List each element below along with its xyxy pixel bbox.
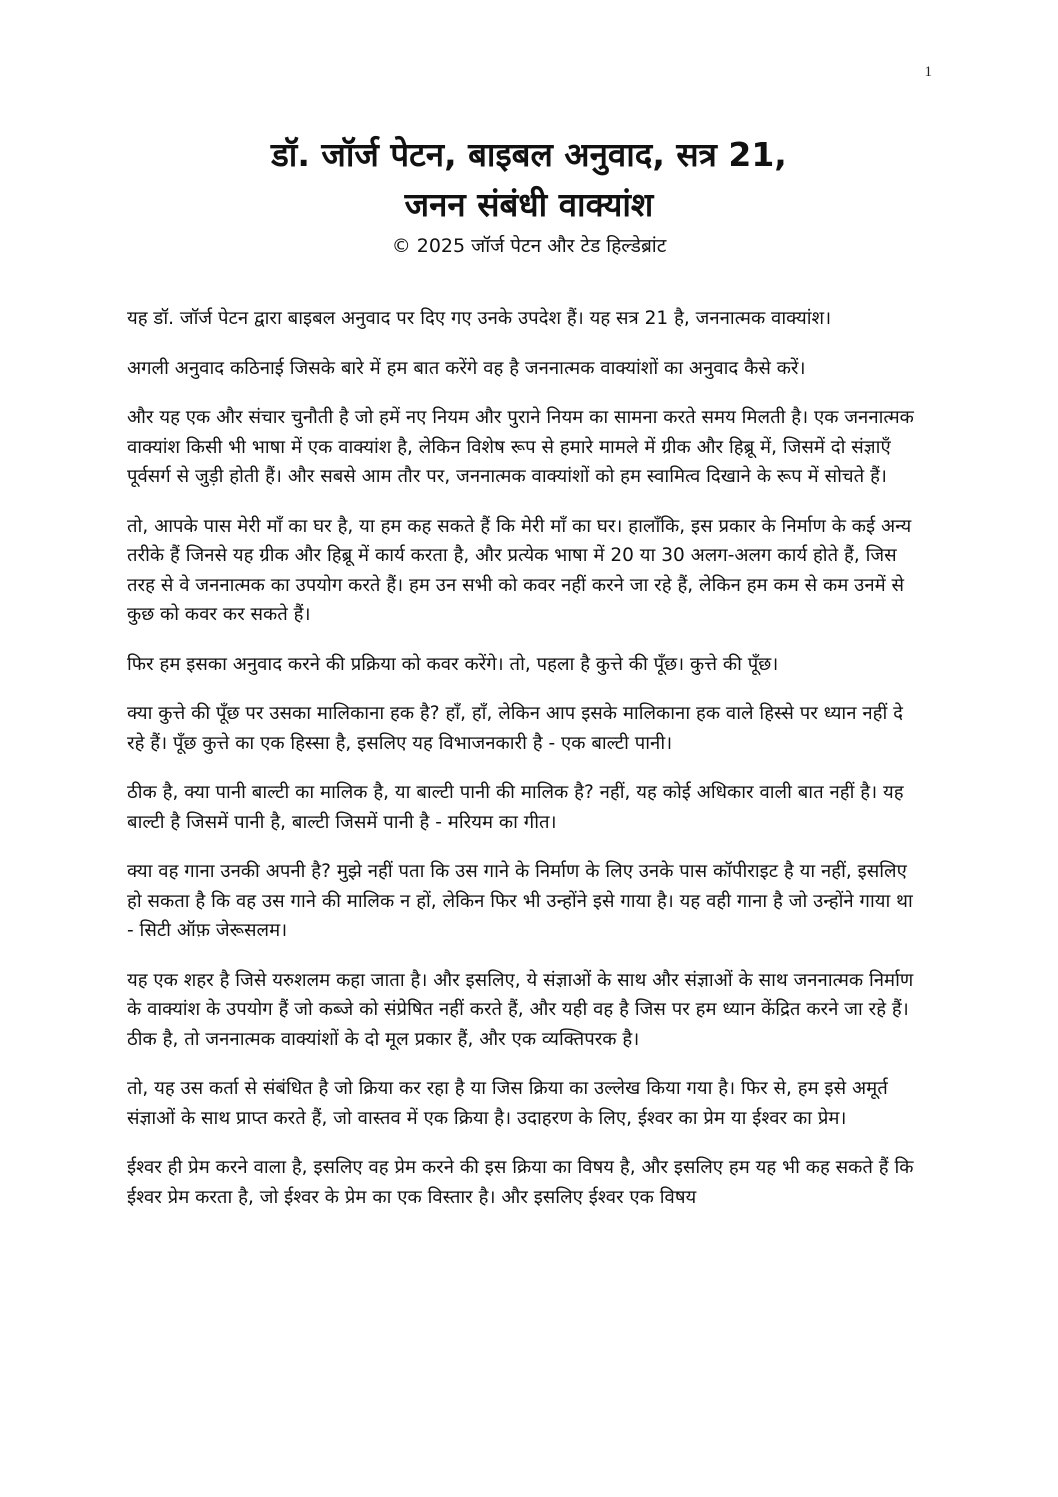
copyright-notice: © 2025 जॉर्ज पेटन और टेड हिल्डेब्रांट — [391, 235, 667, 257]
document-header — [0, 130, 1058, 260]
paragraph: ठीक है, क्या पानी बाल्टी का मालिक है, या बाल्टी पानी की मालिक है? नहीं, यह कोई अधिकार वाली बात नहीं है। यह बाल्टी है जिसमें पानी है, बाल्टी जिसमें पानी है - मरियम का गीत। — [127, 782, 904, 833]
document-body — [127, 304, 917, 1232]
paragraph: और यह एक और संचार चुनौती है जो हमें नए नियम और पुराने नियम का सामना करते समय मिलती है। एक जननात्मक वाक्यांश किसी भी भाषा में एक वाक्यांश है, लेकिन विशेष रूप से हमारे मामले में ग्रीक और हिब्रू में, जिसमें दो संज्ञाएँ पूर्वसर्ग से जुड़ी होती हैं। और सबसे आम तौर पर, जननात्मक वाक्यांशों को हम स्वामित्व दिखाने के रूप में सोचते हैं। — [127, 407, 914, 487]
paragraph: फिर हम इसका अनुवाद करने की प्रक्रिया को कवर करेंगे। तो, पहला है कुत्ते की पूँछ। कुत्ते की पूँछ। — [127, 653, 779, 675]
paragraph: तो, आपके पास मेरी माँ का घर है, या हम कह सकते हैं कि मेरी माँ का घर। हालाँकि, इस प्रकार के निर्माण के कई अन्य तरीके हैं जिनसे यह ग्रीक और हिब्रू में कार्य करता है, और प्रत्येक भाषा में 20 या 30 अलग-अलग कार्य होते हैं, जिस तरह से वे जननात्मक का उपयोग करते हैं। हम उन सभी को कवर नहीं करने जा रहे हैं, लेकिन हम कम से कम उनमें से कुछ को कवर कर सकते हैं। — [127, 515, 912, 625]
paragraph: तो, यह उस कर्ता से संबंधित है जो क्रिया कर रहा है या जिस क्रिया का उल्लेख किया गया है। फिर से, हम इसे अमूर्त संज्ञाओं के साथ प्राप्त करते हैं, जो वास्तव में एक क्रिया है। उदाहरण के लिए, ईश्वर का प्रेम या ईश्वर का प्रेम। — [127, 1078, 888, 1129]
document-title-line-1: डॉ. जॉर्ज पेटन, बाइबल अनुवाद, सत्र 21, — [271, 135, 787, 174]
paragraph: क्या वह गाना उनकी अपनी है? मुझे नहीं पता कि उस गाने के निर्माण के लिए उनके पास कॉपीराइट है या नहीं, इसलिए हो सकता है कि वह उस गाने की मालिक न हों, लेकिन फिर भी उन्होंने इसे गाया है। यह वही गाना है जो उन्होंने गाया था - सिटी ऑफ़ जेरूसलम। — [127, 861, 913, 941]
paragraph: यह डॉ. जॉर्ज पेटन द्वारा बाइबल अनुवाद पर दिए गए उनके उपदेश हैं। यह सत्र 21 है, जननात्मक वाक्यांश। — [127, 308, 832, 329]
paragraph: अगली अनुवाद कठिनाई जिसके बारे में हम बात करेंगे वह है जननात्मक वाक्यांशों का अनुवाद कैसे करें। — [127, 357, 806, 379]
paragraph: क्या कुत्ते की पूँछ पर उसका मालिकाना हक है? हाँ, हाँ, लेकिन आप इसके मालिकाना हक वाले हिस्से पर ध्यान नहीं दे रहे हैं। पूँछ कुत्ते का एक हिस्सा है, इसलिए यह विभाजनकारी है - एक बाल्टी पानी। — [127, 703, 903, 754]
document-title-line-2: जनन संबंधी वाक्यांश — [404, 185, 654, 224]
page-number: 1 — [924, 64, 932, 80]
paragraph: ईश्वर ही प्रेम करने वाला है, इसलिए वह प्रेम करने की इस क्रिया का विषय है, और इसलिए हम यह भी कह सकते हैं कि ईश्वर प्रेम करता है, जो ईश्वर के प्रेम का एक विस्तार है। और इसलिए ईश्वर एक विषय — [127, 1157, 914, 1208]
paragraph: यह एक शहर है जिसे यरुशलम कहा जाता है। और इसलिए, ये संज्ञाओं के साथ और संज्ञाओं के साथ जननात्मक निर्माण के वाक्यांश के उपयोग हैं जो कब्जे को संप्रेषित नहीं करते हैं, और यही वह है जिस पर हम ध्यान केंद्रित करने जा रहे हैं। ठीक है, तो जननात्मक वाक्यांशों के दो मूल प्रकार हैं, और एक व्यक्तिपरक है। — [127, 969, 914, 1050]
